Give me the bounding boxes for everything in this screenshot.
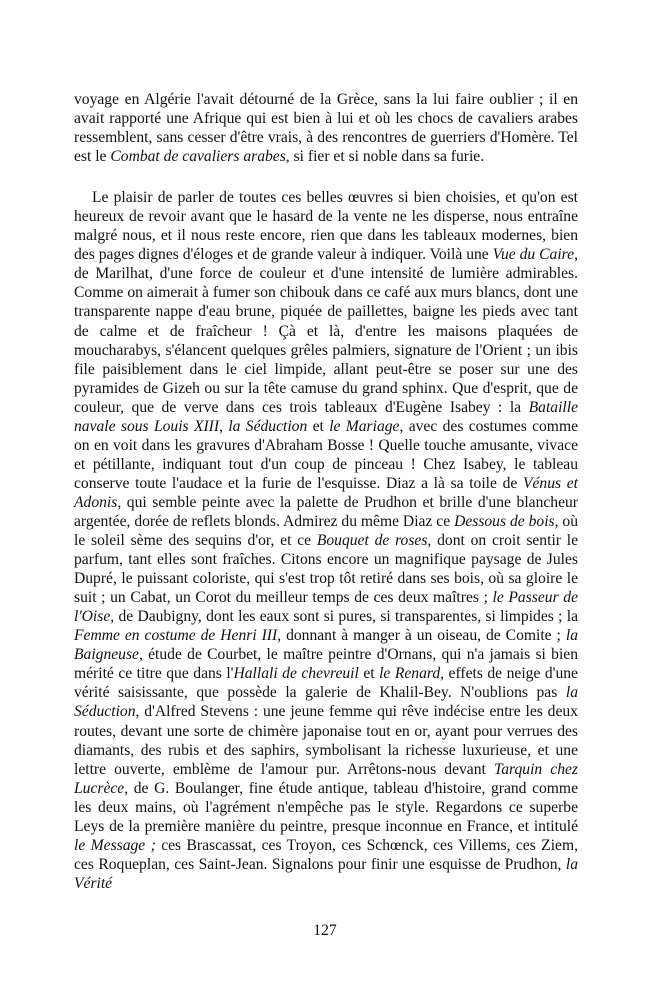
text-run: , dont on croit sentir le parfum, tant elles sont fraîches. Citons encore un magnifique paysage de Jules Dupré, le puissant coloriste, qui s'est trop tôt retiré dans ses bois, où sa gloire le suit ; un Cabat, un Corot du meilleur temps de ces deux maîtres ; [74,532,578,607]
text-run: , [219,417,229,435]
page-body [74,90,578,893]
italic-title: le Message ; [74,836,156,854]
text-run: , qui semble peinte avec la palette de Prudhon et brille d'une blancheur argentée, dorée de reflets blonds. Admirez du même Diaz ce [74,493,578,530]
text-run: , de Daubigny, dont les eaux sont si pures, si transparentes, si limpides ; la [110,608,578,626]
text-run: ces Brascassat, ces Troyon, ces Schœnck, ces Villems, ces Ziem, ces Roqueplan, ces Saint-Jean. Signalons pour finir une esquisse de Prudhon, [74,836,578,873]
text-run: voyage en Algérie l'avait détourné de la Grèce, sans la lui faire oublier ; il en avait rapporté une Afrique qui est bien à lui et où les chocs de cavaliers arabes ressemblent, sans cesser d'être vrais, à des rencontres de guerriers d'Homère. Tel est le [74,91,578,166]
italic-title: Bataille navale sous Louis XIII [74,398,578,435]
text-run: , donnant à manger à un oiseau, de Comite ; [277,627,566,645]
text-run: , avec des costumes comme on en voit dans les gravures d'Abraham Bosse ! Quelle touche amusante, vivace et pétillante, indiquant tout d'un coup de pinceau ! Chez Isabey, le tableau conserve toute l'audace et la furie de l'esquisse. Diaz a là sa toile de [74,417,578,492]
paragraph-1 [74,90,578,166]
italic-title: Bouquet de roses [316,532,428,550]
text-run: et [307,417,330,435]
italic-title: Vue du Caire [492,246,575,264]
text-run: , si fier et si noble dans sa furie. [285,148,485,166]
text-run: , effets de neige d'une vérité saisissante, que possède la galerie de Khalil-Bey. N'oublions pas [74,665,578,702]
italic-title: Vénus et Adonis [74,474,578,511]
text-run: , étude de Courbet, le maître peintre d'Ornans, qui n'a jamais si bien mérité ce titre que dans l' [74,646,578,683]
italic-title: Tarquin chez Lucrèce [74,760,578,797]
italic-title: Hallali de chevreuil [233,665,359,683]
italic-title: la Baigneuse [74,627,578,664]
text-run: , où le soleil sème des sequins d'or, et ce [74,512,579,550]
italic-title: le Renard [379,665,441,683]
italic-title: le Mariage [329,417,400,435]
text-run: Le plaisir de parler de toutes ces belles œuvres si bien choisies, et qu'on est heureux de revoir avant que le hasard de la vente ne les disperse, nous entraîne malgré nous, et il nous reste encore, rien que dans les tableaux modernes, bien des pages dignes d'éloges et de grande valeur à indiquer. Voilà une [74,189,578,264]
text-run: et [358,665,380,683]
italic-title: la Séduction [74,684,578,721]
text-run: , d'Alfred Stevens : une jeune femme qui rêve indécise entre les deux routes, devant une sorte de chimère japonaise tout en or, ayant pour verrues des diamants, des rubis et des saphirs, symbolisant la richesse luxurieuse, et une lettre ouverte, emblème de l'amour pur. Arrêtons-nous devant [74,703,578,778]
text-run: , de Marilhat, d'une force de couleur et d'une intensité de lumière admirables. Comme on aimerait à fumer son chibouk dans ce café aux murs blancs, dont une transparente nappe d'eau brune, piquée de paillettes, baigne les pieds avec tant de calme et de fraîcheur ! Çà et là, d'entre les maisons plaquées de moucharabys, s'élancent quelques grêles palmiers, signature de l'Orient ; un ibis file paisiblement dans le ciel limpide, allant peut-être se poser sur une des pyramides de Gizeh ou sur la tête camuse du grand sphinx. Que d'esprit, que de couleur, que de verve dans ces trois tableaux d'Eugène Isabey : la [74,246,578,416]
italic-title: la Vérité [74,855,578,892]
page-number: 127 [313,922,337,939]
italic-title: Combat de cavaliers arabes [110,148,286,166]
italic-title: la Séduction [228,417,308,435]
italic-title: Femme en costume de Henri III [74,627,278,645]
text-run: , de G. Boulanger, fine étude antique, tableau d'histoire, grand comme les deux mains, où l'agrément n'empêche pas le style. Regardons ce superbe Leys de la première manière du peintre, presque inconnue en France, et intitulé [74,779,578,835]
paragraph-2 [74,188,578,893]
italic-title: Dessous de bois [454,512,555,530]
italic-title: le Passeur de l'Oise [74,589,578,626]
